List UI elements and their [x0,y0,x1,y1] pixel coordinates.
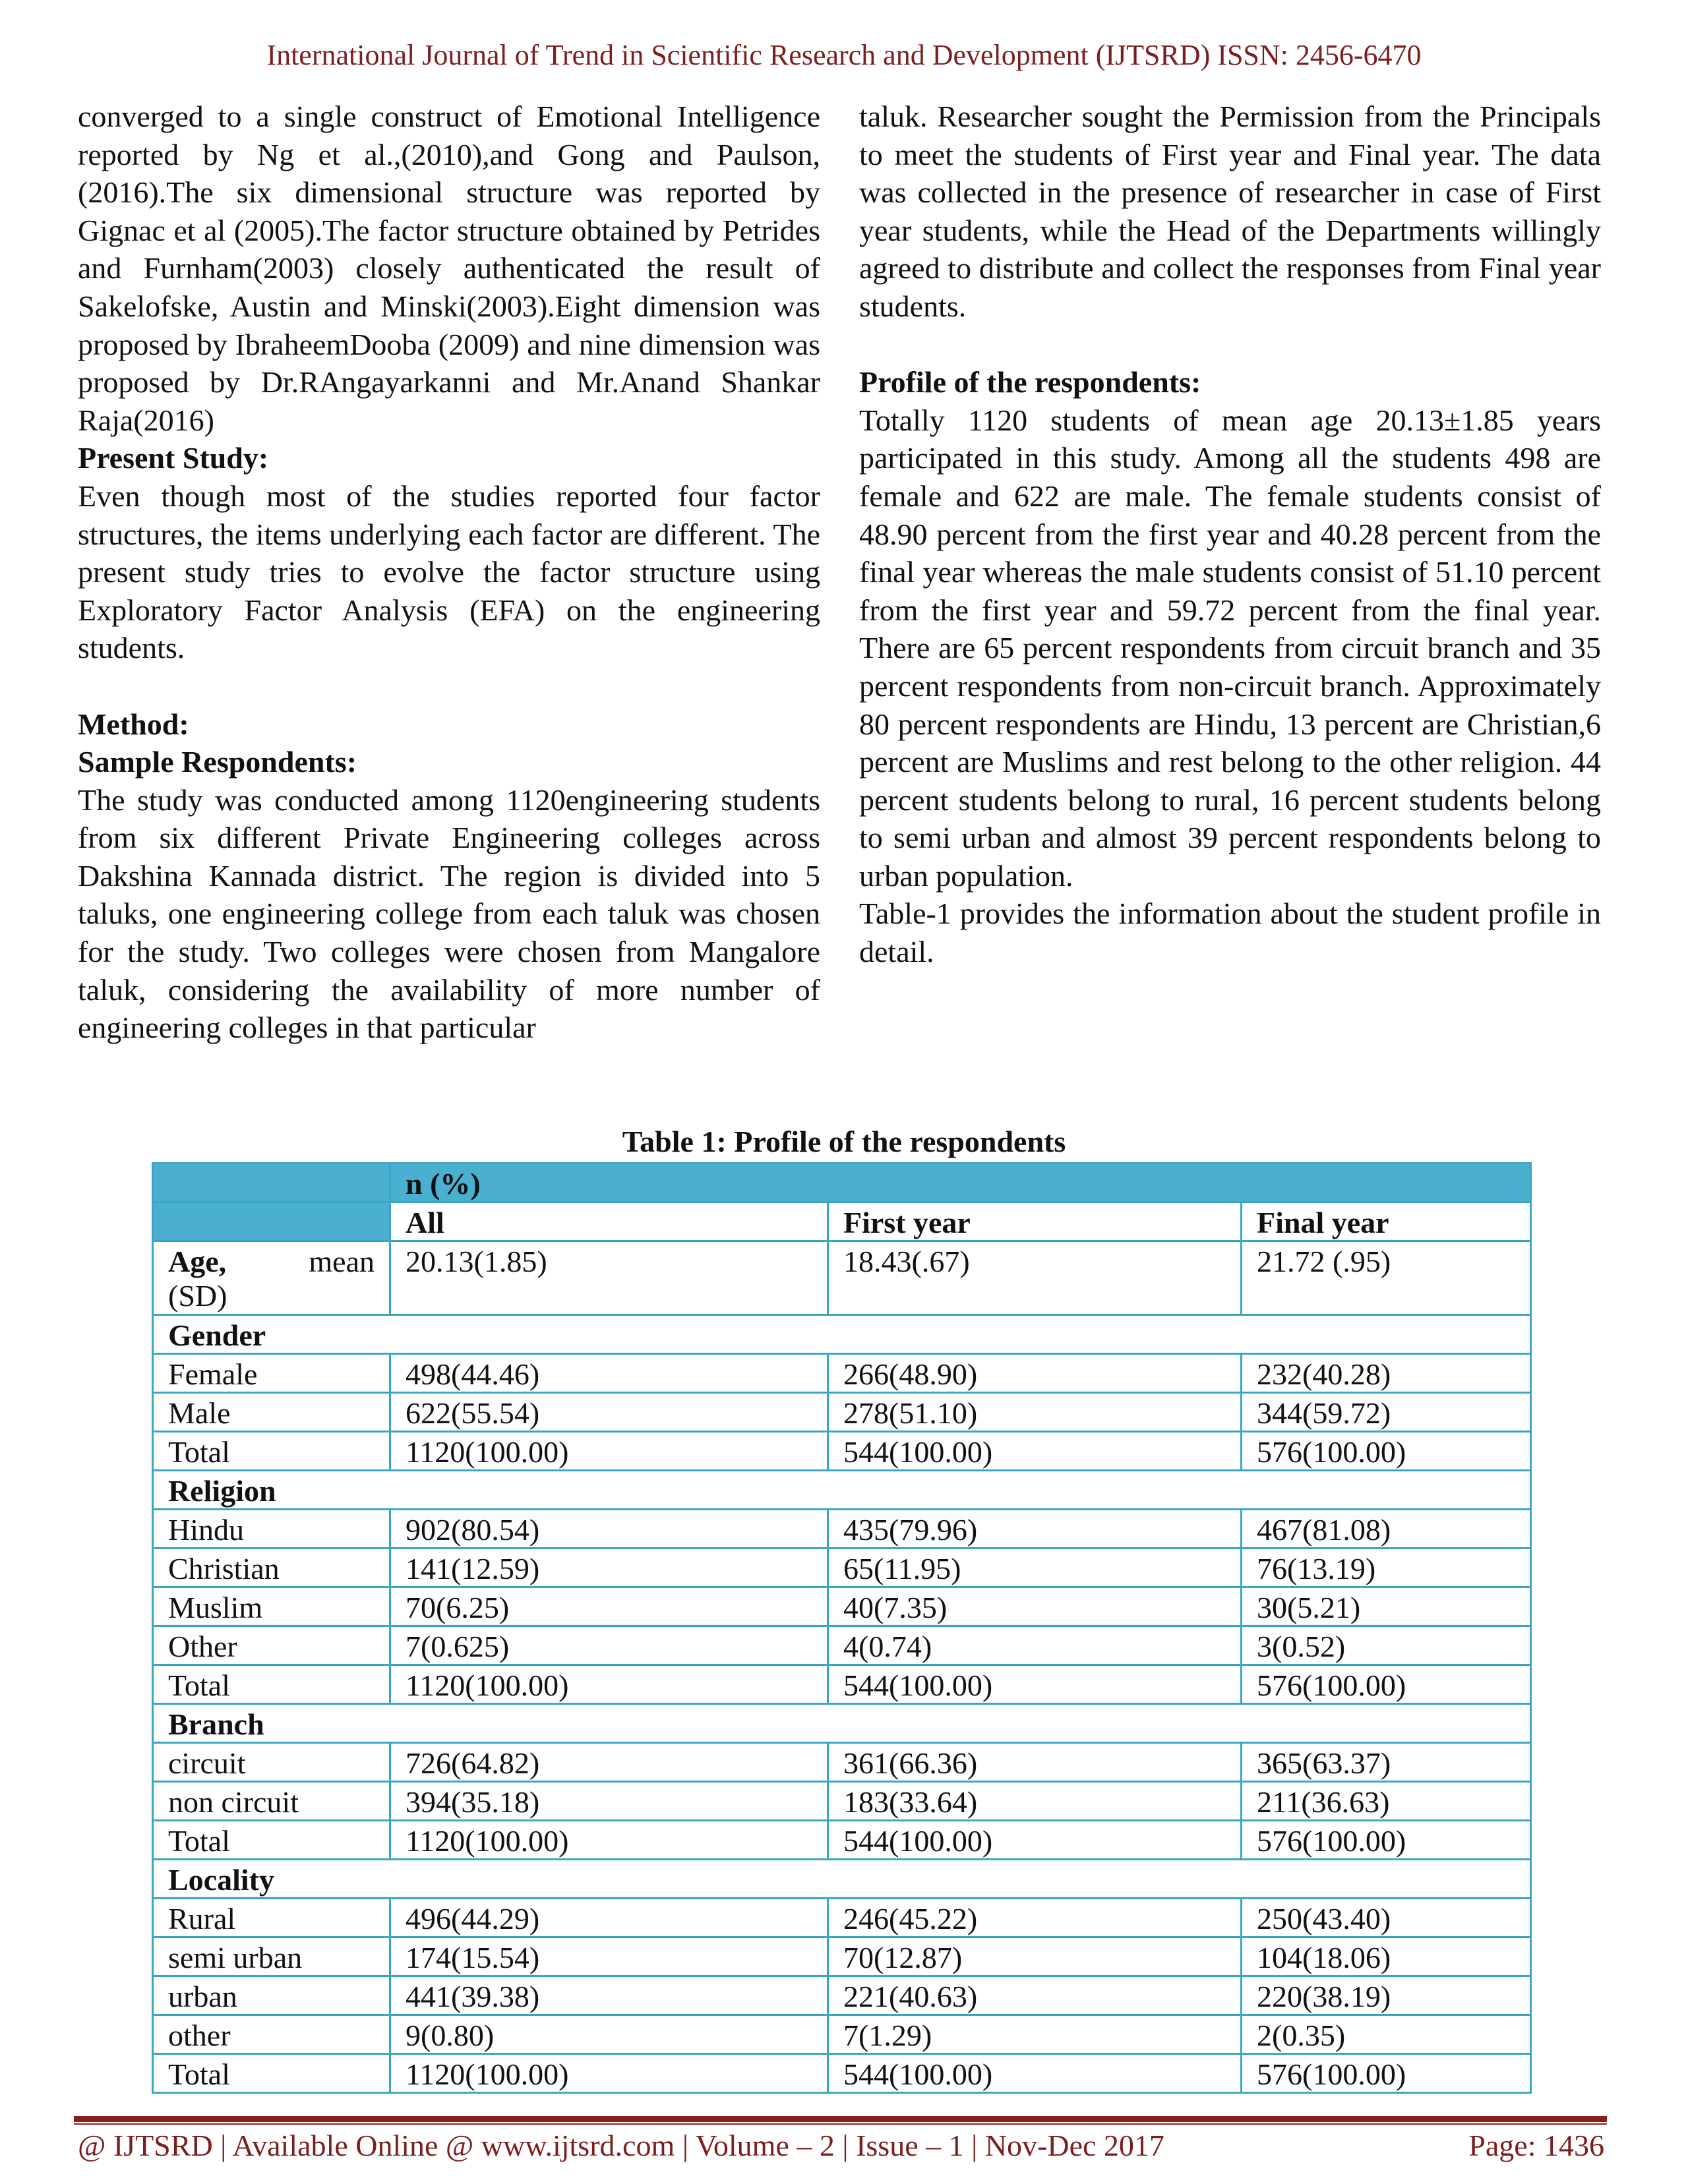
row-label: Christian [153,1549,390,1587]
cell-first-year: 544(100.00) [828,1432,1242,1471]
paragraph-sample: The study was conducted among 1120engineering students from six different Private Engineering colleges across Dakshina Kannada district. The region is divided into 5 taluks, one engineering college from each taluk was chosen for the study. Two colleges were chosen from Mangalore taluk, considering the availability of more number of engineering colleges in that particular [78,782,820,1045]
cell-first-year: 266(48.90) [828,1354,1242,1393]
present-study-heading: Present Study: [78,441,269,475]
cell-final-year: 576(100.00) [1242,1665,1531,1704]
row-label: Total [153,1821,390,1860]
profile-table [152,1162,1532,2094]
row-label: other [153,2015,390,2054]
row-label: Total [153,1665,390,1704]
table-row [153,2054,1531,2093]
header-empty-cell [153,1202,390,1241]
table-row [153,1665,1531,1704]
row-label: circuit [153,1743,390,1782]
row-label: Male [153,1393,390,1432]
table-title: Table 1: Profile of the respondents [622,1125,1066,1158]
row-label: Total [153,1432,390,1471]
table-row [153,1899,1531,1937]
cell-all: 902(80.54) [390,1510,828,1549]
row-label: semi urban [153,1937,390,1976]
table-row [153,1587,1531,1626]
age-first-year: 18.43(.67) [828,1241,1242,1315]
left-column [78,98,820,1047]
footer-rule [74,2116,1607,2122]
table-row [153,1782,1531,1821]
sample-respondents-heading: Sample Respondents: [78,745,357,779]
cell-first-year: 278(51.10) [828,1393,1242,1432]
column-header-all: All [390,1202,828,1241]
age-sd-label: (SD) [168,1279,227,1313]
spacer [859,326,1601,364]
cell-first-year: 246(45.22) [828,1899,1242,1937]
journal-header: International Journal of Trend in Scientific Research and Development (IJTSRD) ISSN: 2456-6470 [266,39,1422,71]
cell-all: 70(6.25) [390,1587,828,1626]
column-header-first-year: First year [828,1202,1242,1241]
paragraph-table-reference: Table-1 provides the information about the student profile in detail. [859,897,1601,969]
cell-final-year: 467(81.08) [1242,1510,1531,1549]
cell-all: 726(64.82) [390,1743,828,1782]
table-row [153,1937,1531,1976]
header-empty-cell [153,1164,390,1202]
age-label-cell [153,1241,390,1315]
paragraph-present-study: Even though most of the studies reported four factor structures, the items underlying each factor are different. The present study tries to evolve the factor structure using Exploratory Factor Analysis (EFA) on the engineering students. [78,479,820,665]
cell-all: 1120(100.00) [390,1665,828,1704]
cell-first-year: 65(11.95) [828,1549,1242,1587]
cell-all: 496(44.29) [390,1899,828,1937]
cell-final-year: 30(5.21) [1242,1587,1531,1626]
cell-final-year: 576(100.00) [1242,2054,1531,2093]
profile-heading: Profile of the respondents: [859,365,1201,399]
age-all: 20.13(1.85) [390,1241,828,1315]
cell-final-year: 232(40.28) [1242,1354,1531,1393]
table-row [153,1393,1531,1432]
cell-first-year: 544(100.00) [828,1821,1242,1860]
cell-all: 1120(100.00) [390,2054,828,2093]
paragraph-data-collection: taluk. Researcher sought the Permission from the Principals to meet the students of First year and Final year. The data was collected in the presence of researcher in case of First year students, while the Head of the Departments willingly agreed to distribute and collect the responses from Final year students. [859,100,1601,323]
table-row [153,1549,1531,1587]
section-title: Locality [153,1860,1531,1899]
paragraph-prior-studies: converged to a single construct of Emotional Intelligence reported by Ng et al.,(2010),and Gong and Paulson,(2016).The six dimensional structure was reported by Gignac et al (2005).The factor structure obtained by Petrides and Furnham(2003) closely authenticated the result of Sakelofske, Austin and Minski(2003).Eight dimension was proposed by IbraheemDooba (2009) and nine dimension was proposed by Dr.RAngayarkanni and Mr.Anand Shankar Raja(2016) [78,100,820,437]
table-row [153,1432,1531,1471]
cell-all: 394(35.18) [390,1782,828,1821]
cell-final-year: 3(0.52) [1242,1626,1531,1665]
column-header-final-year: Final year [1242,1202,1531,1241]
n-percent-header: n (%) [390,1164,1531,1202]
cell-final-year: 576(100.00) [1242,1821,1531,1860]
table-row [153,1743,1531,1782]
cell-final-year: 211(36.63) [1242,1782,1531,1821]
table-row [153,1510,1531,1549]
cell-all: 174(15.54) [390,1937,828,1976]
table-row-age [153,1241,1531,1315]
cell-all: 441(39.38) [390,1976,828,2015]
table-row [153,1626,1531,1665]
cell-final-year: 344(59.72) [1242,1393,1531,1432]
section-title: Religion [153,1471,1531,1510]
section-locality [153,1860,1531,1899]
cell-all: 1120(100.00) [390,1432,828,1471]
row-label: Other [153,1626,390,1665]
page-footer [78,2128,1604,2163]
row-label: urban [153,1976,390,2015]
table-row [153,1821,1531,1860]
method-heading: Method: [78,707,189,741]
cell-all: 9(0.80) [390,2015,828,2054]
cell-first-year: 221(40.63) [828,1976,1242,2015]
age-label: Age, [168,1245,227,1278]
cell-final-year: 220(38.19) [1242,1976,1531,2015]
cell-all: 622(55.54) [390,1393,828,1432]
row-label: Rural [153,1899,390,1937]
spacer [78,667,820,705]
section-branch [153,1704,1531,1743]
cell-first-year: 7(1.29) [828,2015,1242,2054]
cell-first-year: 4(0.74) [828,1626,1242,1665]
section-gender [153,1315,1531,1354]
age-final-year: 21.72 (.95) [1242,1241,1531,1315]
table-row [153,2015,1531,2054]
cell-all: 141(12.59) [390,1549,828,1587]
footer-citation: @ IJTSRD | Available Online @ www.ijtsrd.com | Volume – 2 | Issue – 1 | Nov-Dec 2017 [78,2129,1164,2162]
cell-first-year: 40(7.35) [828,1587,1242,1626]
page-number: Page: 1436 [1468,2129,1604,2162]
section-title: Gender [153,1315,1531,1354]
cell-all: 498(44.46) [390,1354,828,1393]
footer-rule-thin [74,2123,1607,2125]
cell-all: 7(0.625) [390,1626,828,1665]
row-label: Muslim [153,1587,390,1626]
table-row [153,1354,1531,1393]
cell-first-year: 70(12.87) [828,1937,1242,1976]
cell-first-year: 544(100.00) [828,1665,1242,1704]
cell-final-year: 104(18.06) [1242,1937,1531,1976]
age-mean-label: mean [309,1245,375,1278]
cell-final-year: 76(13.19) [1242,1549,1531,1587]
right-column [859,98,1601,971]
section-religion [153,1471,1531,1510]
cell-all: 1120(100.00) [390,1821,828,1860]
cell-final-year: 365(63.37) [1242,1743,1531,1782]
cell-first-year: 361(66.36) [828,1743,1242,1782]
table-row [153,1976,1531,2015]
table-header-row [153,1164,1531,1202]
row-label: non circuit [153,1782,390,1821]
cell-first-year: 435(79.96) [828,1510,1242,1549]
cell-final-year: 250(43.40) [1242,1899,1531,1937]
cell-first-year: 544(100.00) [828,2054,1242,2093]
cell-final-year: 576(100.00) [1242,1432,1531,1471]
cell-first-year: 183(33.64) [828,1782,1242,1821]
section-title: Branch [153,1704,1531,1743]
table-column-header-row [153,1202,1531,1241]
row-label: Hindu [153,1510,390,1549]
row-label: Female [153,1354,390,1393]
cell-final-year: 2(0.35) [1242,2015,1531,2054]
row-label: Total [153,2054,390,2093]
paragraph-profile: Totally 1120 students of mean age 20.13±1.85 years participated in this study. Among all the students 498 are female and 622 are male. The female students consist of 48.90 percent from the first year and 40.28 percent from the final year whereas the male students consist of 51.10 percent from the first year and 59.72 percent from the final year. There are 65 percent respondents from circuit branch and 35 percent respondents from non-circuit branch. Approximately 80 percent respondents are Hindu, 13 percent are Christian,6 percent are Muslims and rest belong to the other religion. 44 percent students belong to rural, 16 percent students belong to semi urban and almost 39 percent respondents belong to urban population. [859,403,1601,893]
